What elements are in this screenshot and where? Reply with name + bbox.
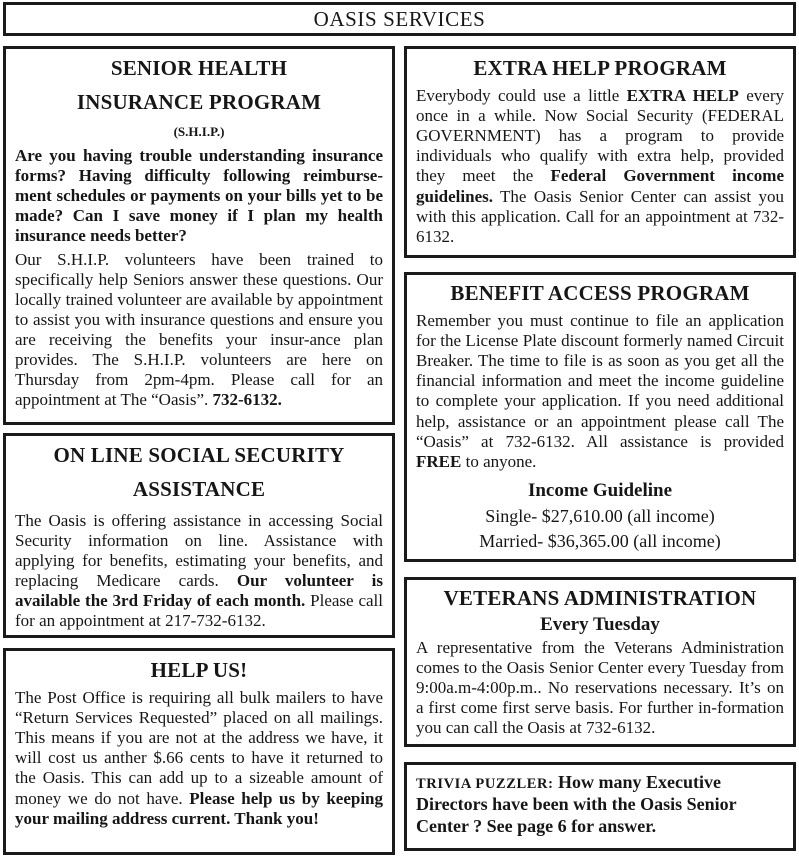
ssa-body-paragraph: The Oasis is offering assistance in accessing Social Security information on line. Assistance with applying for benefits, estimating your benefits, and replacing Medicare cards. Our volunteer is available the 3rd Friday of each month. Please call for an appointment at 217-732-6132. bbox=[15, 510, 383, 630]
trivia-question: How many Executive Directors have been with the Oasis Senior Center ? See page 6 for answer. bbox=[416, 772, 737, 836]
help-us-title: HELP US! bbox=[150, 658, 248, 682]
income-married-line: Married- $36,365.00 (all income) bbox=[479, 530, 721, 551]
extra-help-program-box bbox=[404, 46, 796, 258]
ssa-volunteer-note: Our volunteer is available the 3rd Friday of each month. bbox=[15, 570, 383, 610]
ship-program-box bbox=[3, 46, 395, 425]
right-column bbox=[404, 46, 796, 851]
trivia-paragraph bbox=[416, 772, 784, 838]
social-security-assistance-box bbox=[3, 433, 395, 638]
veterans-administration-box bbox=[404, 577, 796, 747]
free-emphasis: FREE bbox=[416, 451, 462, 471]
ship-title-line1: SENIOR HEALTH bbox=[110, 56, 288, 80]
trivia-label: TRIVIA PUZZLER: bbox=[416, 776, 554, 792]
veterans-schedule: Every Tuesday bbox=[540, 614, 660, 636]
ship-acronym: (S.H.I.P.) bbox=[173, 123, 225, 139]
help-us-body-paragraph: The Post Office is requiring all bulk mailers to have “Return Services Requested” placed on all mailings. This means if you are not at the address we have, it will cost us anther $.66 cents to have it returned to the Oasis. This can add up to a sizeable amount of money we do not have. Please help us by keeping your mailing address current. Thank you! bbox=[15, 688, 383, 828]
benefit-access-body-paragraph: Remember you must continue to file an application for the License Plate discount formerly named Circuit Breaker. The time to file is as soon as you get all the financial information and meet the income guideline to complete your application. If you need additional help, assistance or an appointment please call The “Oasis” at 732-6132. All assistance is provided FREE to anyone. bbox=[416, 311, 784, 471]
veterans-body-paragraph: A representative from the Veterans Administration comes to the Oasis Senior Center every Tuesday from 9:00a.m-4:00p.m.. No reservations necessary. It’s on a first come first serve basis. For further in-formation you can call the Oasis at 732-6132. bbox=[416, 638, 784, 738]
left-column bbox=[3, 46, 395, 855]
ssa-title-line1: ON LINE SOCIAL SECURITY bbox=[53, 443, 345, 467]
income-guideline-heading: Income Guideline bbox=[527, 479, 673, 501]
ship-body-paragraph: Our S.H.I.P. volunteers have been trained to specifically help Seniors answer these questions. Our locally trained volunteer are available by appointment to assist you with insurance questions and ensure you are receiving the benefits your insur-ance plan provides. The S.H.I.P. volunteers are here on Thursday from 2pm-4pm. Please call for an appointment at The “Oasis”. 732-6132. bbox=[15, 249, 383, 410]
page-title: OASIS SERVICES bbox=[313, 6, 486, 31]
help-us-plea: Please help us by keeping your mailing address current. Thank you! bbox=[15, 788, 383, 828]
trivia-puzzler-box bbox=[404, 762, 796, 851]
ssa-title-line2: ASSISTANCE bbox=[132, 477, 266, 502]
extra-help-body-paragraph: Everybody could use a little EXTRA HELP every once in a while. Now Social Security (FEDERAL GOVERNMENT) has a program to provide individuals who qualify with extra help, provided they meet the Federal Government income guidelines. The Oasis Senior Center can assist you with this application. Call for an appointment at 732-6132. bbox=[416, 86, 784, 246]
income-guidelines-emphasis: Federal Government income guidelines. bbox=[416, 166, 784, 206]
page-header-banner bbox=[3, 2, 796, 36]
ship-title-line2: INSURANCE PROGRAM bbox=[76, 90, 322, 115]
ship-questions-paragraph: Are you having trouble understanding insurance forms? Having difficulty following reimburse-ment schedules or payments on your bills yet to be made? Can I save money if I plan my health insurance needs better? bbox=[15, 145, 383, 245]
income-single-line: Single- $27,610.00 (all income) bbox=[485, 505, 715, 526]
extra-help-title: EXTRA HELP PROGRAM bbox=[473, 56, 727, 80]
extra-help-emphasis: EXTRA HELP bbox=[626, 86, 739, 106]
help-us-box bbox=[3, 648, 395, 855]
benefit-access-program-box bbox=[404, 272, 796, 562]
ship-phone-number: 732-6132. bbox=[212, 390, 282, 410]
benefit-access-title: BENEFIT ACCESS PROGRAM bbox=[450, 281, 750, 305]
veterans-title: VETERANS ADMINISTRATION bbox=[443, 586, 757, 610]
two-column-layout bbox=[3, 46, 796, 855]
